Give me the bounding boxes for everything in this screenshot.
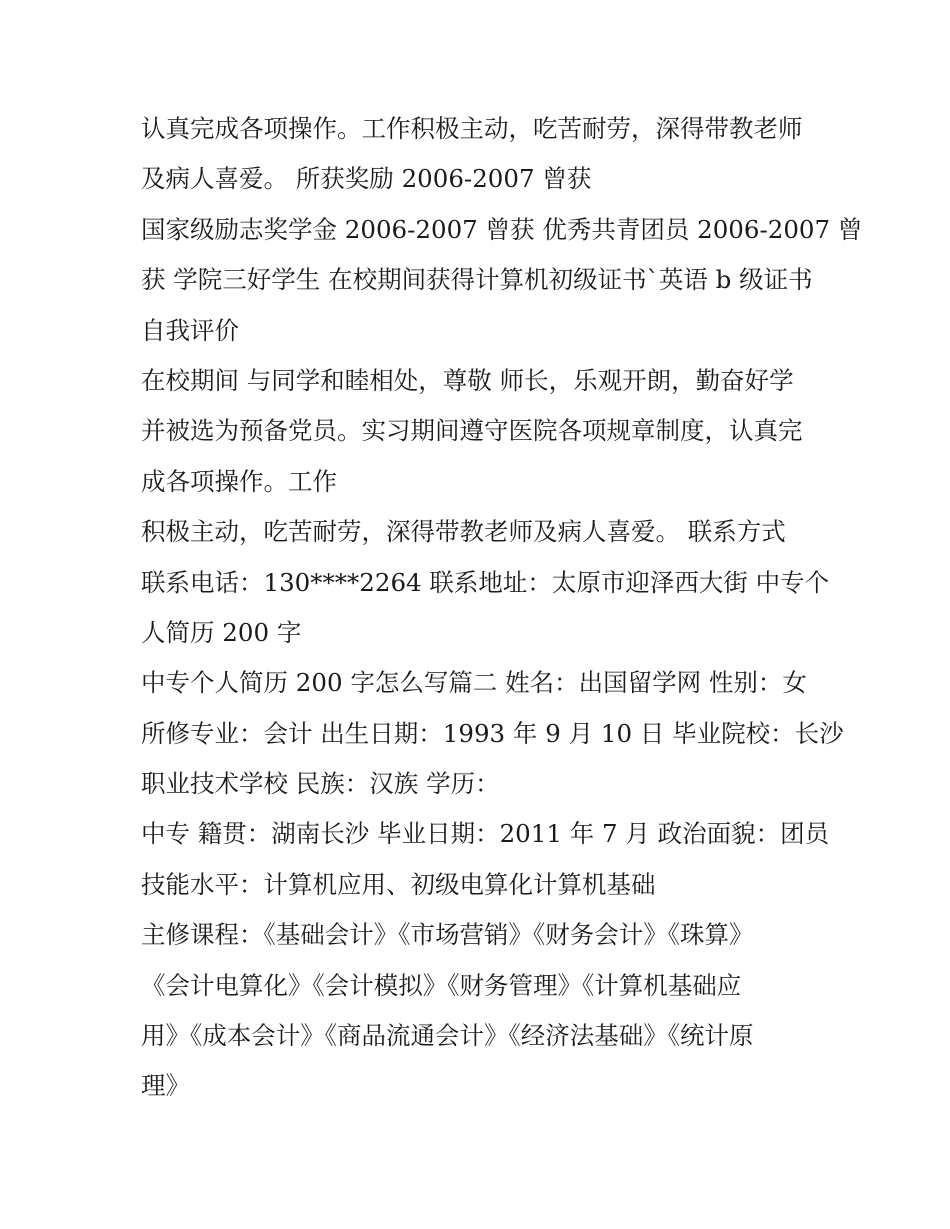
text-line: 并被选为预备党员。实习期间遵守医院各项规章制度，认真完 bbox=[141, 416, 803, 446]
text-line: 认真完成各项操作。工作积极主动，吃苦耐劳，深得带教老师 bbox=[141, 114, 803, 143]
text-line: 理》 bbox=[141, 1071, 190, 1101]
text-line: 获 学院三好学生 在校期间获得计算机初级证书`英语 b 级证书 bbox=[141, 265, 813, 295]
text-line: 人简历 200 字 bbox=[141, 617, 302, 647]
text-line: 在校期间 与同学和睦相处，尊敬 师长，乐观开朗，勤奋好学 bbox=[141, 365, 794, 395]
text-line: 技能水平：计算机应用、初级电算化计算机基础 bbox=[141, 869, 656, 899]
text-line: 所修专业：会计 出生日期：1993 年 9 月 10 日 毕业院校：长沙 bbox=[141, 718, 844, 748]
text-line: 国家级励志奖学金 2006-2007 曾获 优秀共青团员 2006-2007 曾 bbox=[141, 214, 863, 244]
document-body bbox=[141, 104, 863, 1112]
text-line: 职业技术学校 民族：汉族 学历： bbox=[141, 769, 500, 799]
section-heading: 自我评价 bbox=[141, 315, 239, 345]
text-line: 主修课程：《基础会计》《市场营销》《财务会计》《珠算》 bbox=[141, 920, 754, 950]
text-line: 积极主动，吃苦耐劳，深得带教老师及病人喜爱。 联系方式 bbox=[141, 517, 786, 547]
text-line: 用》《成本会计》《商品流通会计》《经济法基础》《统计原 bbox=[141, 1021, 754, 1051]
text-line: 《会计电算化》《会计模拟》《财务管理》《计算机基础应 bbox=[141, 970, 742, 1000]
text-line: 及病人喜爱。 所获奖励 2006-2007 曾获 bbox=[141, 164, 592, 194]
text-line: 联系电话：130****2264 联系地址：太原市迎泽西大街 中专个 bbox=[141, 567, 830, 597]
text-line: 成各项操作。工作 bbox=[141, 466, 337, 496]
text-line: 中专个人简历 200 字怎么写篇二 姓名：出国留学网 性别：女 bbox=[141, 668, 807, 698]
text-line: 中专 籍贯：湖南长沙 毕业日期：2011 年 7 月 政治面貌：团员 bbox=[141, 819, 830, 849]
